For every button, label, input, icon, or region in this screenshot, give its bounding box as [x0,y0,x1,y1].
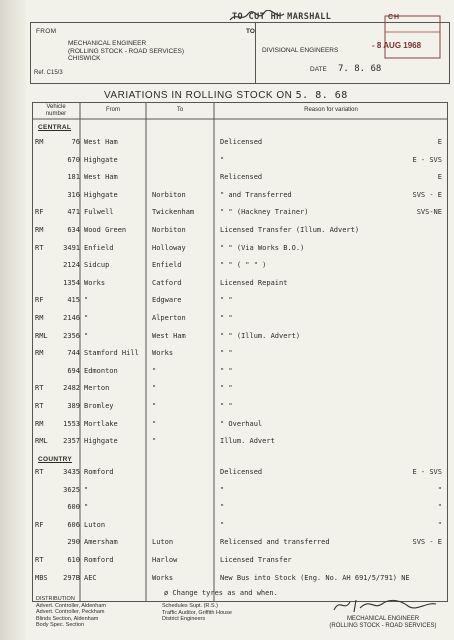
cell-num: 290 [67,538,80,547]
cell-num: 471 [67,208,80,217]
page-shadow [0,0,26,640]
cell-type: RM [35,226,44,234]
col-to: To [176,107,184,113]
table-row [32,312,448,325]
cell-num: 181 [67,173,80,182]
cell-num: 316 [67,190,80,199]
cell-type: RF [35,208,44,217]
cell-code: " [437,520,442,529]
cell-reason: " [220,520,225,529]
table-row [32,418,448,431]
cell-reason: " [220,503,225,512]
cell-from: Works [84,278,106,287]
signatory-title: MECHANICAL ENGINEER (ROLLING STOCK - ROAD SERVICES) [329,616,437,629]
cell-num: 2356 [63,331,80,340]
cell-reason: " Overhaul [220,419,263,428]
cell-code: " [437,503,442,512]
cell-reason: " and Transferred [220,190,292,199]
cell-reason: Licensed Transfer (Illum. Advert) [220,226,360,234]
cell-type: RF [35,520,44,529]
cell-from: Romford [84,556,114,564]
to-label: TO [246,28,255,35]
cell-to: " [152,384,157,393]
cell-reason: Relicensed [220,173,263,182]
cell-to: " [152,366,157,375]
cell-code: SVS - E [412,538,442,547]
cell-num: 1354 [63,278,80,287]
cell-to: Alperton [152,314,186,322]
cell-reason: Illum. Advert [220,437,275,446]
cell-num: 1553 [63,419,80,428]
cell-reason: Relicensed and transferred [220,538,330,547]
distribution-list-2: Schedules Supt. (R.S.) Traffic Auditor, Griffith House District Engineers [162,603,232,622]
cell-num: 3491 [63,243,80,252]
cell-to: Works [152,349,174,358]
table-row [32,484,448,497]
cell-type: RM [35,349,44,358]
cell-num: 610 [67,556,80,564]
cell-type: RML [35,331,48,340]
cell-type: RT [35,468,44,476]
cell-to: West Ham [152,331,186,340]
cell-to: Norbiton [152,190,186,199]
variations-table [32,102,448,602]
cell-type: RM [35,419,44,428]
table-row [32,400,448,413]
cell-num: 694 [67,366,80,375]
cell-num: 3625 [63,485,80,494]
cell-from: Edmonton [84,366,118,375]
cell-type: RML [35,437,48,446]
cell-reason: " " [220,349,233,358]
to-handwritten-line: TO CUT HH MARSHALL [232,12,332,22]
cell-from: " [84,296,89,305]
cell-reason: " " (Hackney Trainer) [220,208,309,217]
cell-from: Highgate [84,190,118,199]
cell-from: Wood Green [84,226,127,234]
cell-from: Fulwell [84,208,114,217]
cell-reason: " " ( " " ) [220,261,267,270]
table-row [32,136,448,149]
cell-reason: " " (Via Works B.O.) [220,243,305,252]
cell-num: 2146 [63,314,80,322]
section-country: COUNTRY [38,456,72,463]
date-label: DATE [310,66,327,73]
stamp-date: - 8 AUG 1968 [372,41,422,50]
table-row [32,382,448,395]
cell-num: 2357 [63,437,80,446]
cell-code: E [437,173,442,182]
cell-code: SVS - E [412,190,442,199]
cell-reason: New Bus into Stock (Eng. No. AH 691/5/791) NE [220,573,410,582]
cell-reason: " [220,155,225,164]
cell-reason: " [220,485,225,494]
cell-num: 634 [67,226,80,234]
table-row [32,501,448,514]
cell-code: " [437,485,442,494]
cell-num: 2482 [63,384,80,393]
from-address: MECHANICAL ENGINEER (ROLLING STOCK - ROAD SERVICES) CHISWICK [68,40,185,62]
tyre-note: ø Change tyres as and when. [164,589,278,597]
cell-reason: Delicensed [220,138,263,146]
cell-to: Luton [152,538,174,547]
table-row [32,554,448,567]
cell-from: Luton [84,520,106,529]
cell-code: E - SVS [412,468,442,476]
col-reason: Reason for variation [304,107,358,113]
table-row [32,224,448,237]
table-row [32,347,448,360]
cell-num: 76 [71,138,80,146]
cell-from: West Ham [84,138,118,146]
cell-type: RT [35,384,44,393]
section-central: CENTRAL [38,124,72,131]
cell-to: Twickenham [152,208,195,217]
cell-from: Amersham [84,538,118,547]
cell-from: Highgate [84,155,118,164]
table-row [32,536,448,549]
cell-reason: " " [220,314,233,322]
cell-from: " [84,331,89,340]
cell-reason: " " [220,384,233,393]
cell-reason: " " [220,402,233,410]
cell-to: Catford [152,278,182,287]
table-row [32,189,448,202]
divisional-engineers: DIVISIONAL ENGINEERS [262,47,339,54]
cell-type: RT [35,556,44,564]
cell-from: " [84,314,89,322]
cell-num: 606 [67,520,80,529]
cell-to: Harlow [152,556,178,564]
cell-reason: Licensed Transfer [220,556,292,564]
cell-reason: " " [220,296,233,305]
table-row [32,154,448,167]
table-row [32,206,448,219]
cell-reason: Delicensed [220,468,263,476]
cell-num: 744 [67,349,80,358]
cell-type: RM [35,138,44,146]
cell-to: " [152,437,157,446]
table-row [32,519,448,532]
table-row [32,572,448,585]
cell-num: 670 [67,155,80,164]
table-row [32,171,448,184]
cell-from: Enfield [84,243,114,252]
cell-type: RM [35,314,44,322]
cell-from: Romford [84,468,114,476]
table-row [32,365,448,378]
cell-reason: " " [220,366,233,375]
cell-code: E [437,138,442,146]
cell-to: Enfield [152,261,182,270]
cell-to: Works [152,573,174,582]
cell-to: Edgware [152,296,182,305]
table-row [32,466,448,479]
cell-num: 415 [67,296,80,305]
stamp-code: CH [388,14,401,21]
cell-from: West Ham [84,173,118,182]
cell-to: Norbiton [152,226,186,234]
cell-reason: " " (Illum. Advert) [220,331,301,340]
cell-from: Highgate [84,437,118,446]
cell-num: 600 [67,503,80,512]
distribution-list: DISTRIBUTION Advert. Controller, Aldenham Advert. Controller, Peckham Blinds Section, Aldenham Body Spec. Section [36,596,107,628]
cell-to: Holloway [152,243,186,252]
signature [330,594,440,616]
cell-type: RF [35,296,44,305]
cell-from: Mortlake [84,419,118,428]
cell-from: Bromley [84,402,114,410]
cell-num: 3435 [63,468,80,476]
table-row [32,277,448,290]
cell-from: Sidcup [84,261,110,270]
cell-to: " [152,402,157,410]
cell-type: RT [35,402,44,410]
cell-code: E - SVS [412,155,442,164]
cell-type: MBS [35,573,48,582]
cell-from: " [84,503,89,512]
date-value: 7. 8. 68 [338,64,382,74]
reference: Ref. C15/3 [34,70,63,76]
cell-from: AEC [84,573,97,582]
cell-num: 389 [67,402,80,410]
col-from: From [106,107,120,113]
table-row [32,294,448,307]
table-row [32,435,448,448]
cell-to: " [152,419,157,428]
cell-from: Merton [84,384,110,393]
cell-reason: Licensed Repaint [220,278,288,287]
page-title: VARIATIONS IN ROLLING STOCK ON 5. 8. 68 [104,90,348,101]
table-row [32,259,448,272]
cell-from: " [84,485,89,494]
cell-num: 297B [63,573,80,582]
cell-code: SVS-NE [416,208,442,217]
table-row [32,330,448,343]
table-row [32,242,448,255]
cell-from: Stamford Hill [84,349,139,358]
from-label: FROM [36,28,57,35]
cell-num: 2124 [63,261,80,270]
col-vehicle-number: Vehicle number [45,104,67,117]
cell-type: RT [35,243,44,252]
